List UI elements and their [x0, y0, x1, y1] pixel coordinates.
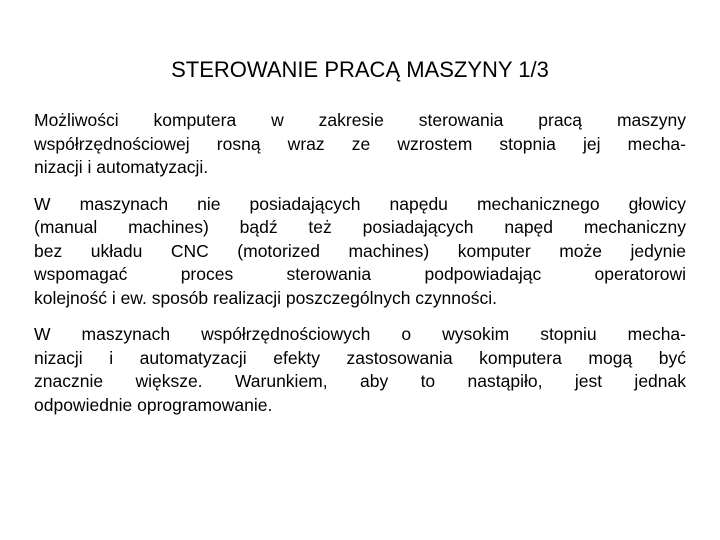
paragraph-line: wspomagać proces sterowania podpowiadając operatorowi	[34, 264, 686, 284]
paragraph-line: W maszynach współrzędnościowych o wysokim stopniu mecha-	[34, 324, 686, 344]
paragraph-3	[34, 323, 686, 417]
paragraph-2	[34, 193, 686, 311]
paragraph-line: bez układu CNC (motorized machines) komputer może jedynie	[34, 240, 686, 261]
paragraph-line: nizacji i automatyzacji.	[34, 157, 209, 177]
paragraph-line: współrzędnościowej rosną wraz ze wzrostem stopnia jej mecha-	[34, 133, 686, 154]
slide-title: STEROWANIE PRACĄ MASZYNY 1/3	[171, 57, 549, 82]
paragraph-line: kolejność i ew. sposób realizacji poszczególnych czynności.	[34, 287, 498, 308]
paragraph-1	[34, 109, 686, 180]
paragraph-line: Możliwości komputera w zakresie sterowania pracą maszyny	[34, 110, 686, 130]
paragraph-line: odpowiednie oprogramowanie.	[34, 394, 273, 415]
paragraph-line: nizacji i automatyzacji efekty zastosowania komputera mogą być	[34, 347, 686, 368]
paragraph-line: (manual machines) bądź też posiadających napęd mechaniczny	[34, 217, 686, 237]
slide-body	[34, 109, 686, 417]
paragraph-line: znacznie większe. Warunkiem, aby to nastąpiło, jest jednak	[34, 371, 686, 391]
paragraph-line: W maszynach nie posiadających napędu mechanicznego głowicy	[34, 193, 686, 214]
